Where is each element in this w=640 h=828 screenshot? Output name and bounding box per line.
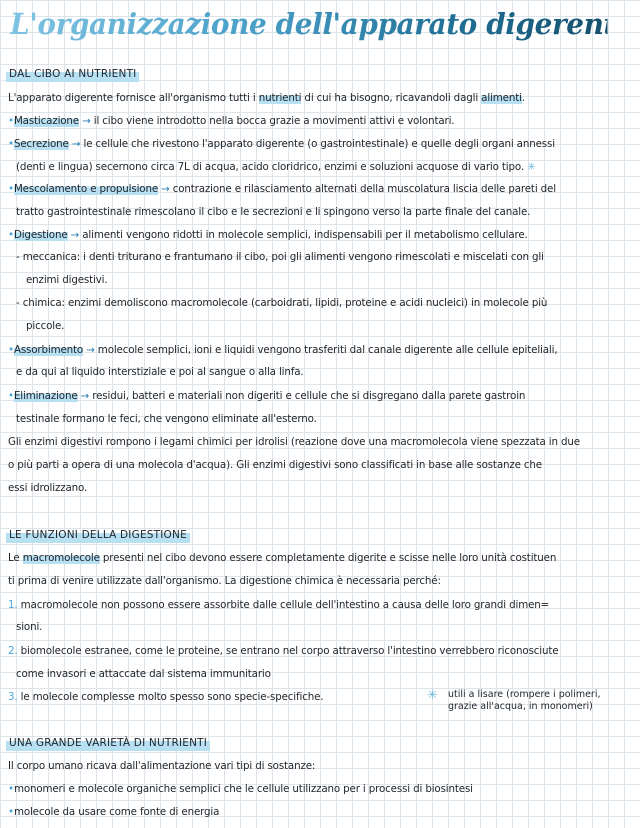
bullet-icon: • (8, 183, 14, 195)
highlight-macromolecole: macromolecole (22, 552, 100, 564)
numbered-item-1: 1. macromolecole non possono essere assorbite dalle cellule dell'intestino a causa delle loro grandi dimen= (8, 599, 550, 611)
label-digestione: Digestione (13, 229, 68, 241)
list-item-mescolamento: •Mescolamento e propulsione → contrazione e rilasciamento alternati della muscolatura liscia delle pareti del (8, 183, 556, 195)
list-item-secrezione-cont: (denti e lingua) secernono circa 7L di acqua, acido cloridrico, enzimi e soluzioni acquose di vario tipo. ✳ (16, 161, 536, 173)
label-masticazione: Masticazione (13, 115, 79, 127)
sub-item-chimica: - chimica: enzimi demoliscono macromolecole (carboidrati, lipidi, proteine e acidi nucleici) in molecole più (16, 297, 548, 309)
star-icon: ✳ (527, 161, 536, 173)
list-item-eliminazione-cont: testinale formano le feci, che vengono eliminate all'esterno. (16, 413, 317, 425)
arrow-icon: → (80, 390, 90, 402)
bullet-icon: • (8, 344, 14, 356)
numbered-item-2-cont: come invasori e attaccate dal sistema immunitario (16, 668, 271, 680)
numbered-item-1-cont: sioni. (16, 621, 43, 633)
list-item-digestione: •Digestione → alimenti vengono ridotti in molecole semplici, indispensabili per il metabolismo cellulare. (8, 229, 528, 241)
bullet-icon: • (8, 390, 14, 402)
list-item-mescolamento-cont: tratto gastrointestinale rimescolano il cibo e le secrezioni e li spingono verso la parte finale del canale. (16, 206, 531, 218)
bullet-icon: • (8, 229, 14, 241)
list-item-secrezione: •Secrezione → le cellule che rivestono l'apparato digerente (o gastrointestinale) e quelle degli organi annessi (8, 138, 555, 150)
arrow-icon: → (161, 183, 170, 195)
arrow-icon: → (86, 344, 95, 356)
highlight-alimenti: alimenti (481, 92, 522, 104)
list-item-eliminazione: •Eliminazione → residui, batteri e materiali non digeriti e cellule che si disgregano dalla parete gastroin (8, 390, 526, 402)
highlight-nutrienti: nutrienti (258, 92, 302, 104)
arrow-icon: → (82, 115, 91, 127)
bullet-icon: • (8, 115, 14, 127)
label-eliminazione: Eliminazione (13, 390, 78, 402)
list-item-assorbimento-cont: e da qui al liquido interstiziale e poi al sangue o alla linfa. (16, 366, 304, 378)
arrow-icon: → (70, 229, 80, 241)
section-heading-cibo-nutrienti: DAL CIBO AI NUTRIENTI (6, 67, 139, 82)
funzioni-intro-cont: ti prima di venire utilizzate dall'organismo. La digestione chimica è necessaria perché: (8, 575, 441, 587)
page-title: L'organizzazione dell'apparato digerente (10, 2, 608, 46)
list-item-assorbimento: •Assorbimento → molecole semplici, ioni e liquidi vengono trasferiti dal canale digerente alle cellule epiteliali, (8, 344, 558, 356)
arrow-icon: → (71, 138, 81, 150)
numbered-item-3: 3. le molecole complesse molto spesso sono specie-specifiche. (8, 691, 324, 703)
funzioni-intro: Le macromolecole presenti nel cibo devono essere completamente digerite e scisse nelle loro unità costituen (8, 552, 557, 564)
list-item-masticazione: •Masticazione → il cibo viene introdotto nella bocca grazie a movimenti attivi e volontari. (8, 115, 455, 127)
enzimi-paragraph-line-2: o più parti a opera di una molecola d'acqua). Gli enzimi digestivi sono classificati in base alle sostanze che (8, 459, 542, 471)
enzimi-paragraph-line-3: essi idrolizzano. (8, 482, 88, 494)
sub-item-meccanica-cont: enzimi digestivi. (26, 274, 108, 286)
nutrienti-intro: Il corpo umano ricava dall'alimentazione vari tipi di sostanze: (8, 760, 316, 772)
label-secrezione: Secrezione (13, 138, 69, 150)
bullet-icon: • (8, 138, 14, 150)
section-heading-funzioni: LE FUNZIONI DELLA DIGESTIONE (6, 528, 190, 543)
bullet-icon: • (8, 783, 14, 795)
section-heading-nutrienti: UNA GRANDE VARIETÀ DI NUTRIENTI (6, 736, 210, 751)
side-note (427, 688, 601, 713)
star-icon: ✳ (427, 688, 438, 703)
label-assorbimento: Assorbimento (13, 344, 84, 356)
side-note-line-1: utili a lisare (rompere i polimeri, (448, 689, 601, 700)
nutrienti-bullet-1: •monomeri e molecole organiche semplici che le cellule utilizzano per i processi di biosintesi (8, 783, 473, 795)
label-mescolamento: Mescolamento e propulsione (13, 183, 159, 195)
sub-item-chimica-cont: piccole. (26, 320, 65, 332)
nutrienti-bullet-2: •molecole da usare come fonte di energia (8, 806, 220, 818)
sub-item-meccanica: - meccanica: i denti triturano e frantumano il cibo, poi gli alimenti vengono rimescolati e miscelati con gli (16, 251, 544, 263)
numbered-item-2: 2. biomolecole estranee, come le proteine, se entrano nel corpo attraverso l'intestino verrebbero riconosciute (8, 645, 559, 657)
bullet-icon: • (8, 806, 14, 818)
enzimi-paragraph-line-1: Gli enzimi digestivi rompono i legami chimici per idrolisi (reazione dove una macromolecola viene spezzata in due (8, 436, 580, 448)
side-note-line-2: grazie all'acqua, in monomeri) (448, 701, 593, 712)
intro-paragraph: L'apparato digerente fornisce all'organismo tutti i nutrienti di cui ha bisogno, ricavandoli dagli alimenti. (8, 92, 525, 104)
